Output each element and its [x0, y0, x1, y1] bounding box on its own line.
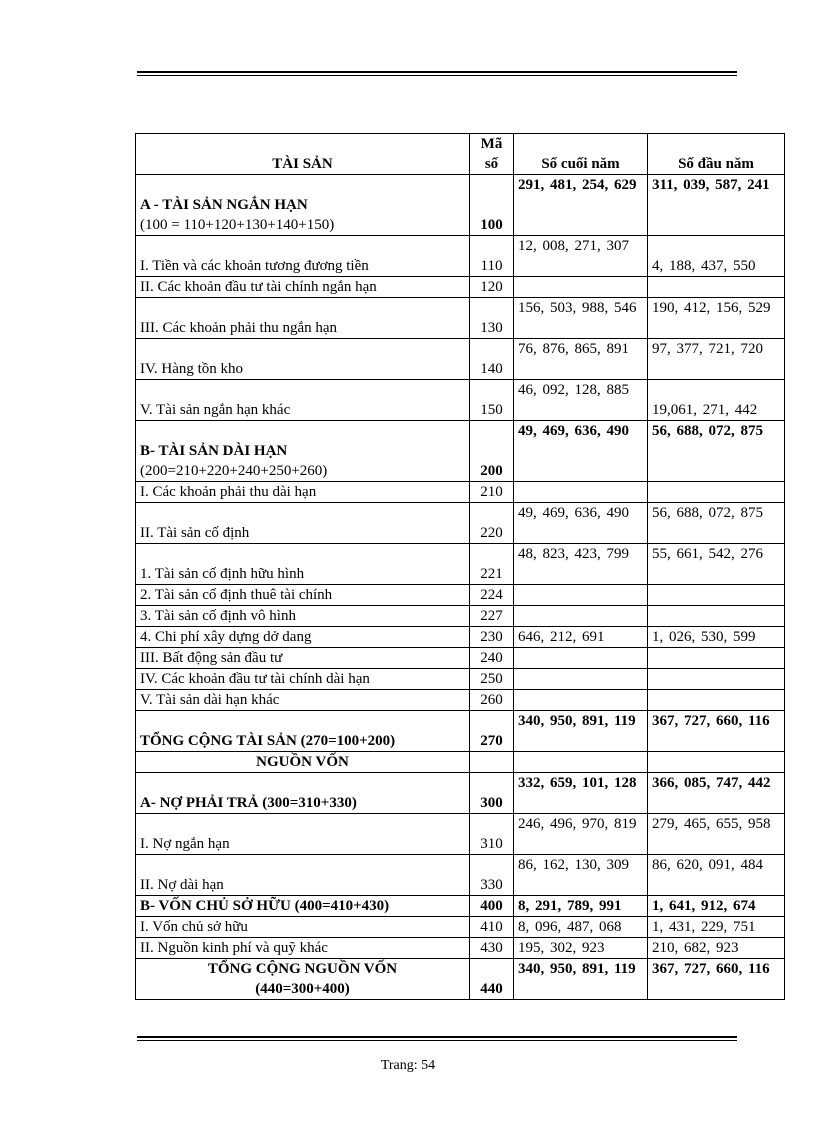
value-so-dau-nam: 97, 377, 721, 720	[648, 339, 785, 380]
table-row	[136, 814, 785, 855]
table-row	[136, 421, 785, 482]
value-so-dau-nam: 366, 085, 747, 442	[648, 773, 785, 814]
row-code: 221	[470, 544, 514, 585]
table-row	[136, 773, 785, 814]
row-label-text: 4. Chi phí xây dựng dở dang	[140, 629, 312, 645]
row-code: 130	[470, 298, 514, 339]
row-label	[136, 773, 470, 814]
table-row	[136, 482, 785, 503]
row-label	[136, 339, 470, 380]
value-so-cuoi-nam	[514, 752, 648, 773]
row-label-text: I. Vốn chủ sở hữu	[140, 919, 248, 935]
value-so-cuoi-nam: 86, 162, 130, 309	[514, 855, 648, 896]
table-row	[136, 606, 785, 627]
row-label-text: B- VỐN CHỦ SỞ HỮU (400=410+430)	[140, 898, 390, 914]
row-label	[136, 606, 470, 627]
value-so-cuoi-nam	[514, 648, 648, 669]
value-so-cuoi-nam: 46, 092, 128, 885	[514, 380, 648, 421]
value-so-dau-nam	[648, 752, 785, 773]
value-so-cuoi-nam: 291, 481, 254, 629	[514, 175, 648, 236]
row-code: 120	[470, 277, 514, 298]
row-label	[136, 669, 470, 690]
value-so-cuoi-nam: 49, 469, 636, 490	[514, 503, 648, 544]
header-so-cuoi-nam: Số cuối năm	[514, 134, 648, 175]
row-code: 430	[470, 938, 514, 959]
row-label-text: NGUỒN VỐN	[256, 754, 349, 770]
value-so-cuoi-nam: 195, 302, 923	[514, 938, 648, 959]
row-code: 140	[470, 339, 514, 380]
table-row	[136, 855, 785, 896]
row-label	[136, 236, 470, 277]
value-so-dau-nam: 210, 682, 923	[648, 938, 785, 959]
row-label-text: I. Các khoản phải thu dài hạn	[140, 484, 317, 500]
table-row	[136, 938, 785, 959]
table-row	[136, 585, 785, 606]
row-label-text: III. Bất động sản đầu tư	[140, 650, 283, 666]
value-so-cuoi-nam	[514, 277, 648, 298]
row-code: 440	[470, 959, 514, 1000]
table-row	[136, 752, 785, 773]
value-so-cuoi-nam: 340, 950, 891, 119	[514, 959, 648, 1000]
value-so-dau-nam	[648, 277, 785, 298]
top-double-rule	[137, 71, 737, 76]
row-formula-note: (440=300+400)	[255, 981, 350, 997]
row-code: 400	[470, 896, 514, 917]
table-row	[136, 380, 785, 421]
row-label-text: II. Tài sản cố định	[140, 525, 250, 541]
value-so-dau-nam	[648, 482, 785, 503]
value-so-cuoi-nam	[514, 669, 648, 690]
value-so-dau-nam	[648, 648, 785, 669]
row-label	[136, 277, 470, 298]
row-label-text: A - TÀI SẢN NGẮN HẠN	[140, 197, 308, 213]
row-label	[136, 421, 470, 482]
balance-sheet-table	[135, 133, 785, 1000]
row-code: 270	[470, 711, 514, 752]
value-so-dau-nam: 1, 431, 229, 751	[648, 917, 785, 938]
row-code: 410	[470, 917, 514, 938]
row-code: 310	[470, 814, 514, 855]
value-so-dau-nam: 86, 620, 091, 484	[648, 855, 785, 896]
row-label	[136, 855, 470, 896]
value-so-dau-nam: 1, 026, 530, 599	[648, 627, 785, 648]
value-so-cuoi-nam: 340, 950, 891, 119	[514, 711, 648, 752]
value-so-dau-nam	[648, 669, 785, 690]
row-label	[136, 959, 470, 1000]
table-row	[136, 175, 785, 236]
value-so-cuoi-nam: 646, 212, 691	[514, 627, 648, 648]
row-code: 150	[470, 380, 514, 421]
row-label-text: 2. Tài sản cố định thuê tài chính	[140, 587, 333, 603]
table-row	[136, 236, 785, 277]
value-so-dau-nam	[648, 606, 785, 627]
value-so-cuoi-nam	[514, 690, 648, 711]
table-row	[136, 298, 785, 339]
row-label-text: 1. Tài sản cố định hữu hình	[140, 566, 305, 582]
row-code: 200	[470, 421, 514, 482]
value-so-dau-nam: 1, 641, 912, 674	[648, 896, 785, 917]
row-code: 227	[470, 606, 514, 627]
row-code: 110	[470, 236, 514, 277]
row-label-text: A- NỢ PHẢI TRẢ (300=310+330)	[140, 795, 357, 811]
value-so-dau-nam: 367, 727, 660, 116	[648, 711, 785, 752]
value-so-dau-nam	[648, 585, 785, 606]
row-label	[136, 814, 470, 855]
row-label-text: I. Nợ ngắn hạn	[140, 836, 230, 852]
row-label	[136, 585, 470, 606]
row-label-text: II. Nguồn kinh phí và quỹ khác	[140, 940, 328, 956]
row-label-text: II. Nợ dài hạn	[140, 877, 224, 893]
row-code: 220	[470, 503, 514, 544]
row-label	[136, 917, 470, 938]
row-label	[136, 938, 470, 959]
table-row	[136, 627, 785, 648]
table-body	[136, 175, 785, 1000]
row-label	[136, 380, 470, 421]
row-label	[136, 627, 470, 648]
value-so-cuoi-nam: 332, 659, 101, 128	[514, 773, 648, 814]
row-label	[136, 298, 470, 339]
row-code: 240	[470, 648, 514, 669]
table-row	[136, 339, 785, 380]
row-formula-note: (200=210+220+240+250+260)	[140, 463, 328, 479]
header-tai-san: TÀI SẢN	[136, 134, 470, 175]
row-code: 260	[470, 690, 514, 711]
row-label	[136, 896, 470, 917]
table-row	[136, 711, 785, 752]
row-label	[136, 503, 470, 544]
row-code: 250	[470, 669, 514, 690]
value-so-cuoi-nam: 246, 496, 970, 819	[514, 814, 648, 855]
row-label	[136, 175, 470, 236]
table-row	[136, 917, 785, 938]
row-label-text: I. Tiền và các khoản tương đương tiền	[140, 258, 369, 274]
row-code: 224	[470, 585, 514, 606]
header-so-dau-nam: Số đầu năm	[648, 134, 785, 175]
value-so-cuoi-nam	[514, 585, 648, 606]
row-label-text: TỔNG CỘNG TÀI SẢN (270=100+200)	[140, 733, 396, 749]
value-so-dau-nam: 55, 661, 542, 276	[648, 544, 785, 585]
value-so-cuoi-nam: 49, 469, 636, 490	[514, 421, 648, 482]
row-label	[136, 648, 470, 669]
value-so-cuoi-nam: 12, 008, 271, 307	[514, 236, 648, 277]
table-row	[136, 690, 785, 711]
row-label-text: V. Tài sản ngắn hạn khác	[140, 402, 291, 418]
row-label-text: V. Tài sản dài hạn khác	[140, 692, 280, 708]
value-so-dau-nam: 56, 688, 072, 875	[648, 503, 785, 544]
row-label-text: III. Các khoản phải thu ngắn hạn	[140, 320, 338, 336]
bottom-double-rule	[137, 1036, 737, 1041]
row-code: 330	[470, 855, 514, 896]
value-so-dau-nam: 56, 688, 072, 875	[648, 421, 785, 482]
table-row	[136, 544, 785, 585]
value-so-cuoi-nam: 8, 291, 789, 991	[514, 896, 648, 917]
value-so-cuoi-nam	[514, 482, 648, 503]
table-row	[136, 503, 785, 544]
table-row	[136, 896, 785, 917]
table-row	[136, 277, 785, 298]
row-label-text: TỔNG CỘNG NGUỒN VỐN	[207, 961, 398, 977]
row-code	[470, 752, 514, 773]
row-label	[136, 544, 470, 585]
value-so-cuoi-nam	[514, 606, 648, 627]
table-row	[136, 648, 785, 669]
row-code: 210	[470, 482, 514, 503]
row-code: 230	[470, 627, 514, 648]
table-row	[136, 959, 785, 1000]
row-code: 300	[470, 773, 514, 814]
value-so-dau-nam: 367, 727, 660, 116	[648, 959, 785, 1000]
row-label-text: II. Các khoản đầu tư tài chính ngắn hạn	[140, 279, 377, 295]
value-so-cuoi-nam: 8, 096, 487, 068	[514, 917, 648, 938]
value-so-dau-nam: 311, 039, 587, 241	[648, 175, 785, 236]
value-so-dau-nam	[648, 690, 785, 711]
header-ma-so: Mã số	[470, 134, 514, 175]
row-label-text: B- TÀI SẢN DÀI HẠN	[140, 443, 288, 459]
table-row	[136, 669, 785, 690]
row-label-text: IV. Các khoản đầu tư tài chính dài hạn	[140, 671, 370, 687]
row-formula-note: (100 = 110+120+130+140+150)	[140, 217, 335, 233]
value-so-cuoi-nam: 48, 823, 423, 799	[514, 544, 648, 585]
row-label-text: 3. Tài sản cố định vô hình	[140, 608, 296, 624]
value-so-dau-nam: 279, 465, 655, 958	[648, 814, 785, 855]
table-header-row	[136, 134, 785, 175]
row-label	[136, 482, 470, 503]
page-number: Trang: 54	[380, 1058, 436, 1073]
row-label-text: IV. Hàng tồn kho	[140, 361, 244, 377]
row-label	[136, 752, 470, 773]
value-so-dau-nam: 190, 412, 156, 529	[648, 298, 785, 339]
value-so-cuoi-nam: 76, 876, 865, 891	[514, 339, 648, 380]
value-so-dau-nam: 4, 188, 437, 550	[648, 236, 785, 277]
value-so-dau-nam: 19,061, 271, 442	[648, 380, 785, 421]
row-code: 100	[470, 175, 514, 236]
row-label	[136, 690, 470, 711]
value-so-cuoi-nam: 156, 503, 988, 546	[514, 298, 648, 339]
row-label	[136, 711, 470, 752]
